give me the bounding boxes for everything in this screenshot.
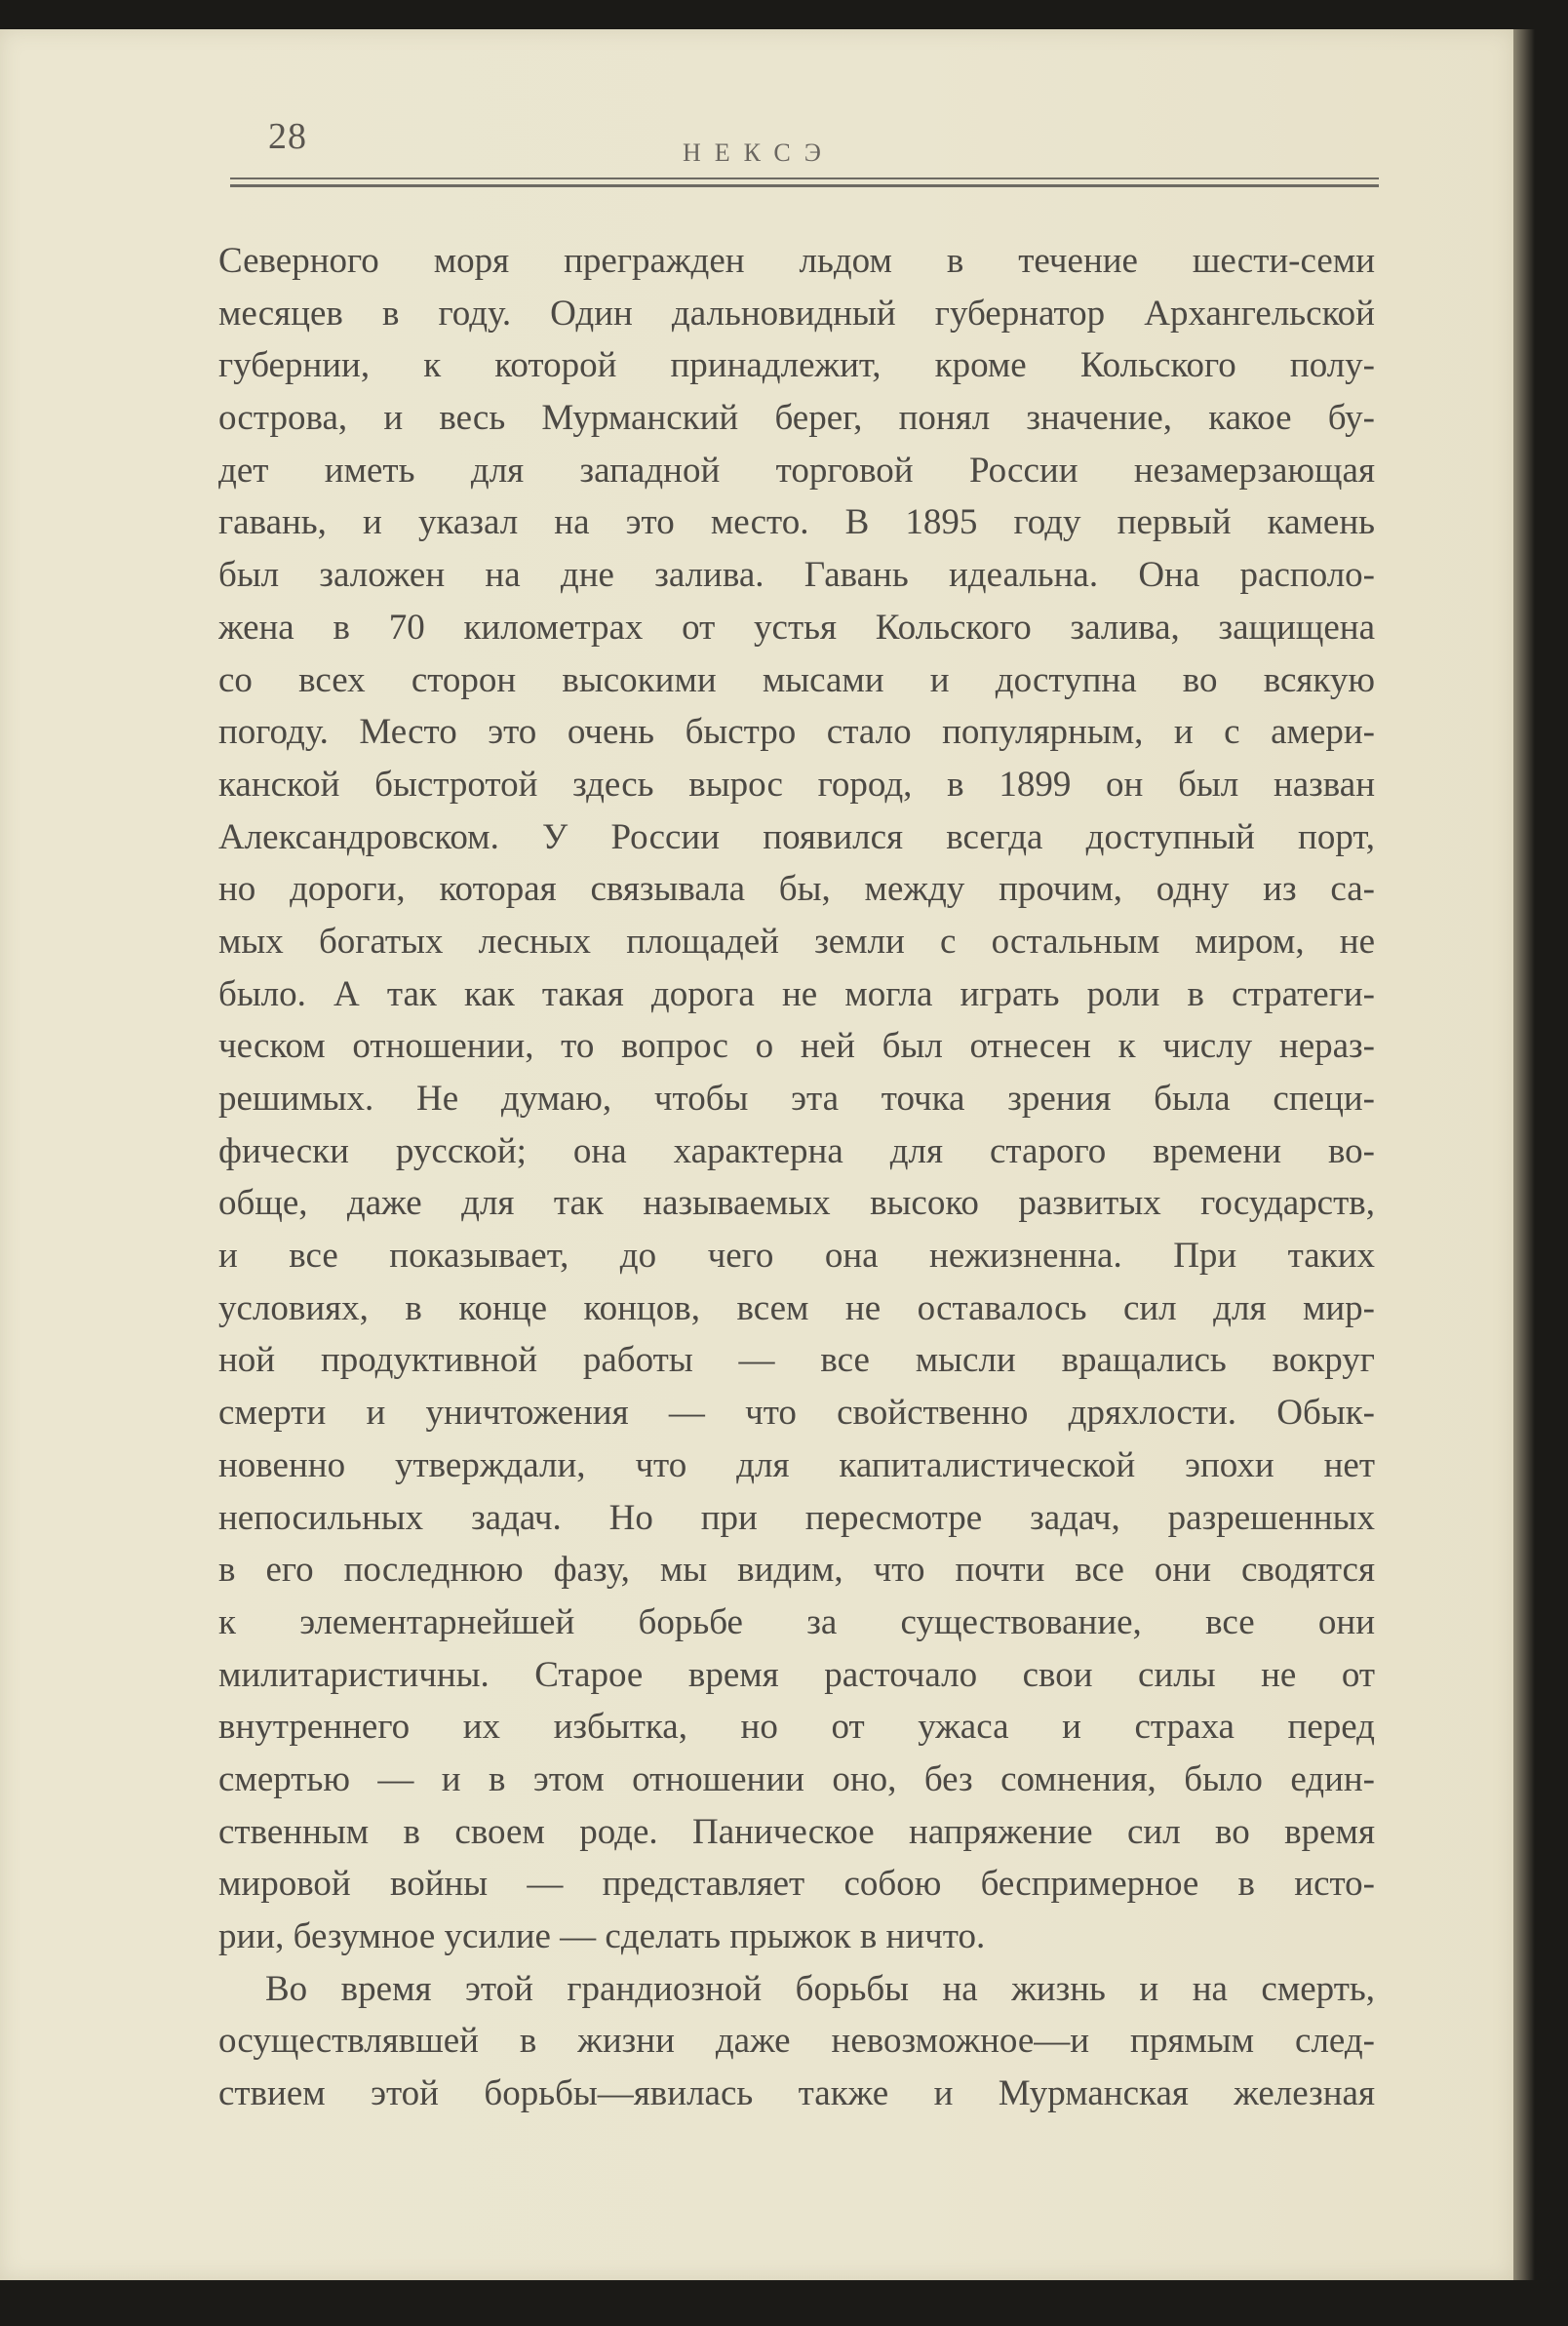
text-line: дет иметь для западной торговой России незамерзающая bbox=[218, 450, 1375, 491]
text-line: гавань, и указал на это место. В 1895 году первый камень bbox=[218, 502, 1375, 543]
text-line: ственным в своем роде. Паническое напряжение сил во время bbox=[218, 1811, 1375, 1852]
text-line: милитаристичны. Старое время расточало свои силы не от bbox=[218, 1654, 1375, 1695]
text-line: Северного моря прегражден льдом в течение шести-семи bbox=[218, 241, 1375, 281]
text-line: ческом отношении, то вопрос о ней был отнесен к числу нераз- bbox=[218, 1026, 1375, 1067]
text-line: ствием этой борьбы—явилась также и Мурманская железная bbox=[218, 2073, 1375, 2114]
text-line: мых богатых лесных площадей земли с остальным миром, не bbox=[218, 921, 1375, 962]
text-line: смерти и уничтожения — что свойственно дряхлости. Обык- bbox=[218, 1393, 1375, 1434]
text-line: условиях, в конце концов, всем не оставалось сил для мир- bbox=[218, 1287, 1375, 1328]
text-line: рии, безумное усилие — сделать прыжок в ничто. bbox=[218, 1916, 986, 1956]
body-text bbox=[218, 235, 1375, 2120]
text-line: решимых. Не думаю, чтобы эта точка зрения была специ- bbox=[218, 1079, 1375, 1119]
text-line: к элементарнейшей борьбе за существование, все они bbox=[218, 1601, 1375, 1642]
header-rule-thick bbox=[230, 184, 1379, 187]
text-line: фически русской; она характерна для старого времени во- bbox=[218, 1130, 1375, 1171]
text-line: осуществлявшей в жизни даже невозможное—и прямым след- bbox=[218, 2021, 1375, 2062]
text-line: погоду. Место это очень быстро стало популярным, и с амери- bbox=[218, 712, 1375, 753]
text-line: Во время этой грандиозной борьбы на жизнь и на смерть, bbox=[265, 1968, 1375, 2009]
text-line: со всех сторон высокими мысами и доступна во всякую bbox=[218, 659, 1375, 700]
header-rule-thin bbox=[230, 177, 1379, 179]
text-line: внутреннего их избытка, но от ужаса и страха перед bbox=[218, 1707, 1375, 1748]
page-number: 28 bbox=[268, 116, 307, 157]
text-line: ной продуктивной работы — все мысли вращались вокруг bbox=[218, 1340, 1375, 1381]
text-line: месяцев в году. Один дальновидный губернатор Архангельской bbox=[218, 293, 1375, 334]
text-line: был заложен на дне залива. Гавань идеальна. Она располо- bbox=[218, 555, 1375, 596]
text-line: канской быстротой здесь вырос город, в 1899 он был назван bbox=[218, 764, 1375, 805]
text-line: и все показывает, до чего она нежизненна. При таких bbox=[218, 1236, 1375, 1277]
text-line: было. А так как такая дорога не могла играть роли в стратеги- bbox=[218, 973, 1375, 1014]
text-line: губернии, к которой принадлежит, кроме Кольского полу- bbox=[218, 345, 1375, 386]
text-line: Александровском. У России появился всегда доступный порт, bbox=[218, 816, 1375, 857]
text-line: обще, даже для так называемых высоко развитых государств, bbox=[218, 1183, 1375, 1224]
text-line: мировой войны — представляет собою беспримерное в исто- bbox=[218, 1864, 1375, 1905]
text-line: смертью — и в этом отношении оно, без сомнения, было един- bbox=[218, 1758, 1375, 1799]
page-edge bbox=[1513, 29, 1535, 2280]
running-title: НЕКСЭ bbox=[683, 138, 835, 167]
text-line: острова, и весь Мурманский берег, понял значение, какое бу- bbox=[218, 398, 1375, 439]
text-line: но дороги, которая связывала бы, между прочим, одну из са- bbox=[218, 869, 1375, 910]
text-line: непосильных задач. Но при пересмотре задач, разрешенных bbox=[218, 1497, 1375, 1538]
text-line: жена в 70 километрах от устья Кольского залива, защищена bbox=[218, 607, 1375, 648]
text-line: новенно утверждали, что для капиталистической эпохи нет bbox=[218, 1444, 1375, 1485]
text-line: в его последнюю фазу, мы видим, что почти все они сводятся bbox=[218, 1550, 1375, 1591]
